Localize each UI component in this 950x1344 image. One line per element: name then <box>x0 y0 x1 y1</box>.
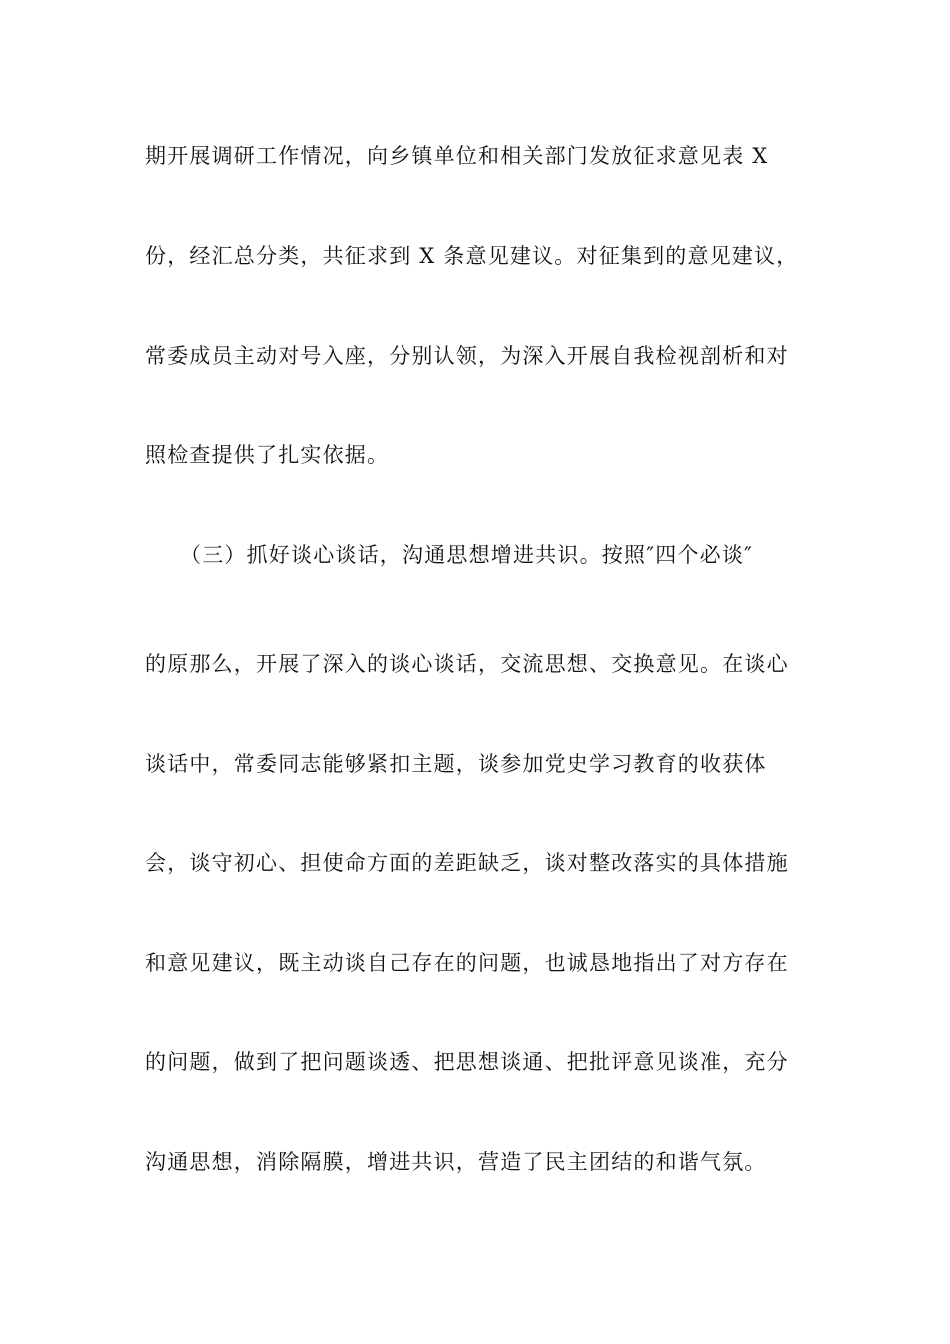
paragraph-line: 期开展调研工作情况，向乡镇单位和相关部门发放征求意见表 X <box>145 144 769 168</box>
section-heading-line: （三）抓好谈心谈话，沟通思想增进共识。按照″四个必谈″ <box>180 543 754 567</box>
paragraph-line: 常委成员主动对号入座，分别认领，为深入开展自我检视剖析和对 <box>145 344 789 368</box>
paragraph-line: 会，谈守初心、担使命方面的差距缺乏，谈对整改落实的具体措施 <box>145 851 789 875</box>
paragraph-line: 和意见建议，既主动谈自己存在的问题，也诚恳地指出了对方存在 <box>145 951 789 975</box>
paragraph-line: 沟通思想，消除隔膜，增进共识，营造了民主团结的和谐气氛。 <box>145 1150 767 1174</box>
paragraph-line: 份，经汇总分类，共征求到 X 条意见建议。对征集到的意见建议， <box>145 244 799 268</box>
paragraph-line: 照检查提供了扎实依据。 <box>145 443 390 467</box>
paragraph-line: 谈话中，常委同志能够紧扣主题，谈参加党史学习教育的收获体 <box>145 752 767 776</box>
paragraph-line: 的原那么，开展了深入的谈心谈话，交流思想、交换意见。在谈心 <box>145 652 789 676</box>
paragraph-line: 的问题，做到了把问题谈透、把思想谈通、把批评意见谈准，充分 <box>145 1050 789 1074</box>
